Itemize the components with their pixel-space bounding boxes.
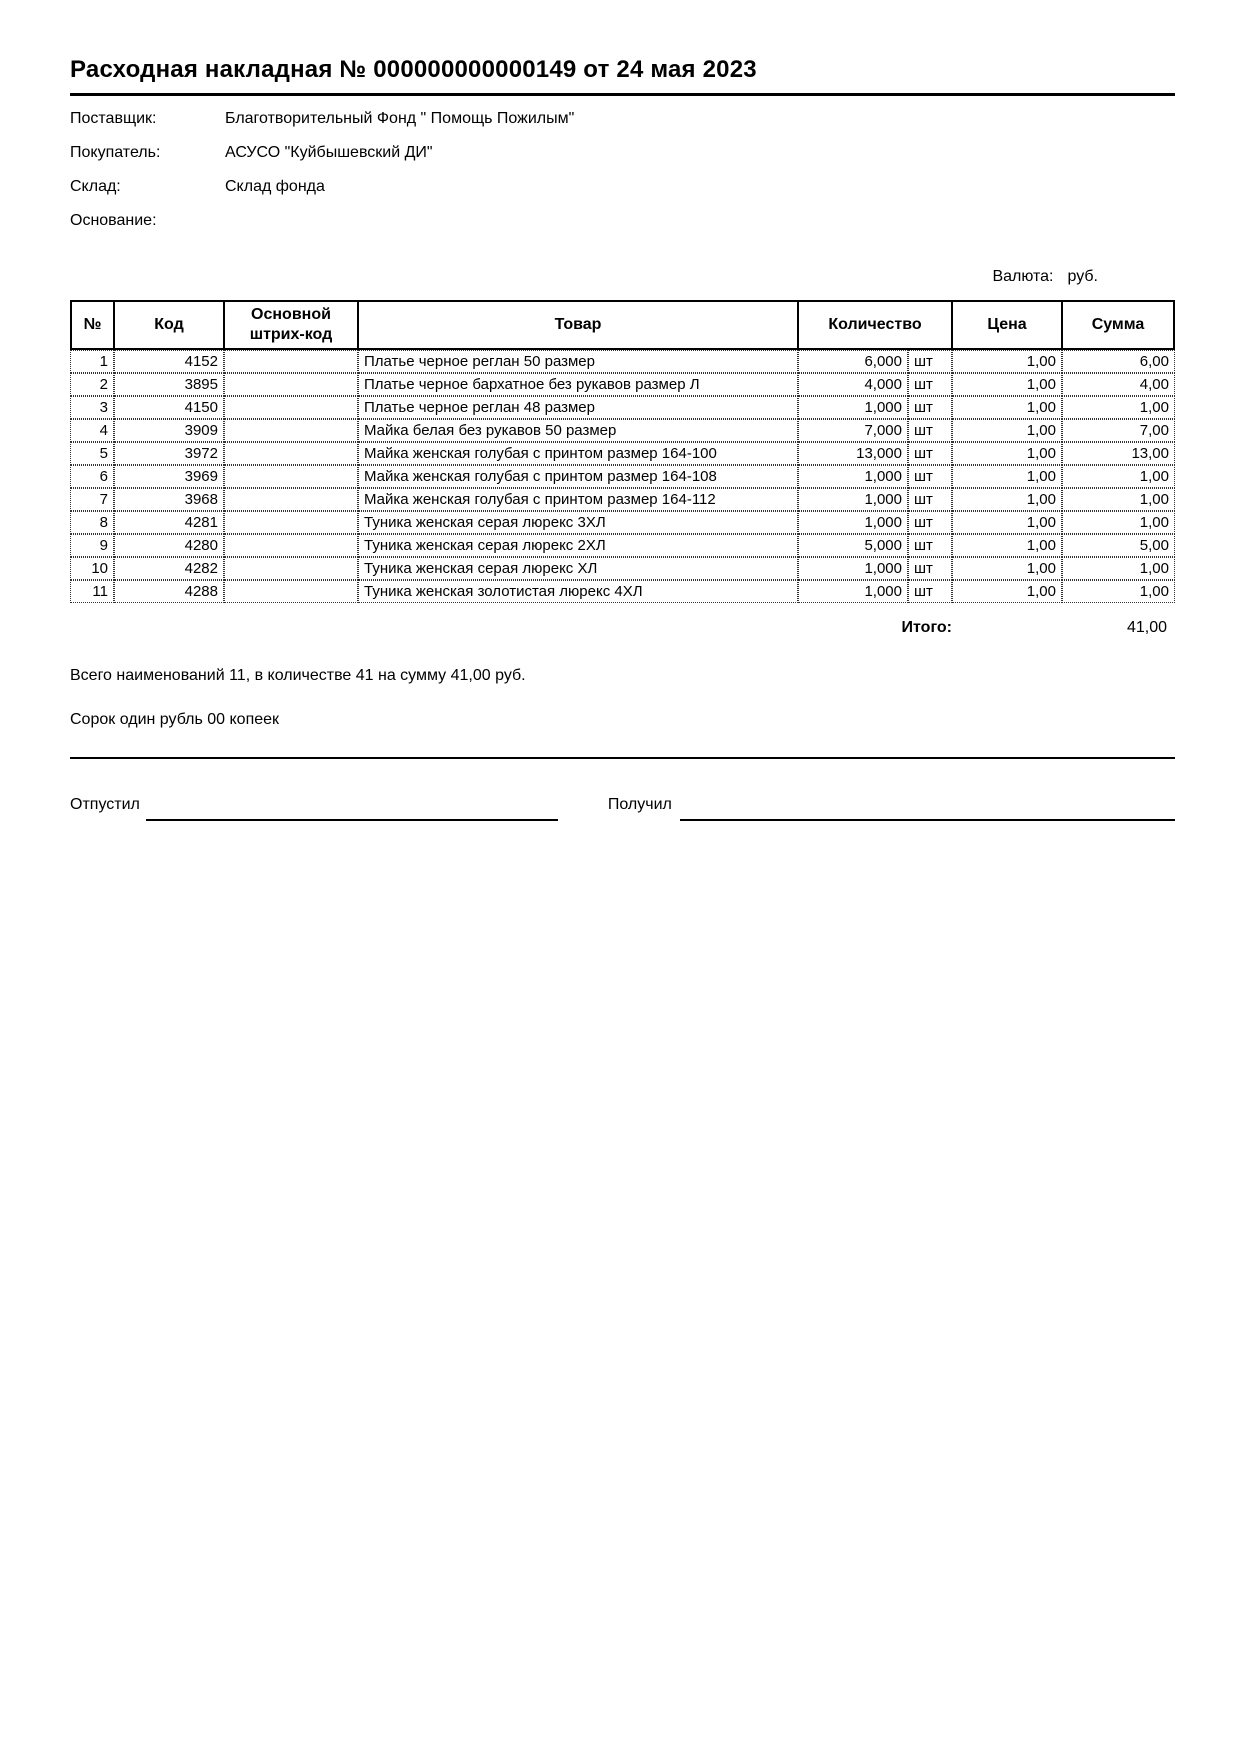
row-number-cell: 3: [70, 396, 114, 419]
product-cell: Платье черное реглан 50 размер: [358, 350, 798, 373]
table-row: [70, 442, 1175, 465]
table-row: [70, 373, 1175, 396]
sum-cell: 1,00: [1062, 557, 1175, 580]
table-row: [70, 488, 1175, 511]
barcode-cell: [224, 419, 358, 442]
price-cell: 1,00: [952, 534, 1062, 557]
sum-cell: 1,00: [1062, 511, 1175, 534]
price-cell: 1,00: [952, 442, 1062, 465]
barcode-cell: [224, 350, 358, 373]
barcode-cell: [224, 557, 358, 580]
price-cell: 1,00: [952, 488, 1062, 511]
code-cell: 4280: [114, 534, 224, 557]
warehouse-value: Склад фонда: [225, 178, 325, 195]
product-cell: Майка женская голубая с принтом размер 164-108: [358, 465, 798, 488]
quantity-cell: 1,000: [798, 557, 908, 580]
price-cell: 1,00: [952, 557, 1062, 580]
supplier-label: Поставщик:: [70, 110, 157, 127]
currency-line: [70, 268, 1175, 286]
currency-label: Валюта:: [992, 268, 1054, 285]
col-header-price: Цена: [952, 300, 1062, 350]
total-value: 41,00: [1126, 619, 1167, 636]
code-cell: 4281: [114, 511, 224, 534]
sum-cell: 4,00: [1062, 373, 1175, 396]
code-cell: 4152: [114, 350, 224, 373]
row-number-cell: 11: [70, 580, 114, 603]
quantity-cell: 6,000: [798, 350, 908, 373]
unit-cell: шт: [908, 396, 952, 419]
signatures-block: [70, 795, 1175, 821]
row-number-cell: 7: [70, 488, 114, 511]
barcode-cell: [224, 534, 358, 557]
product-cell: Туника женская серая люрекс ХЛ: [358, 557, 798, 580]
price-cell: 1,00: [952, 465, 1062, 488]
col-header-quantity: Количество: [798, 300, 952, 350]
released-by-signature-line: [146, 795, 558, 821]
items-table: [70, 300, 1175, 603]
quantity-cell: 5,000: [798, 534, 908, 557]
code-cell: 3972: [114, 442, 224, 465]
unit-cell: шт: [908, 442, 952, 465]
col-header-num: №: [70, 300, 114, 350]
quantity-cell: 1,000: [798, 465, 908, 488]
barcode-cell: [224, 373, 358, 396]
sum-cell: 6,00: [1062, 350, 1175, 373]
bottom-divider: [70, 757, 1175, 759]
quantity-cell: 1,000: [798, 511, 908, 534]
price-cell: 1,00: [952, 350, 1062, 373]
currency-value: руб.: [1067, 268, 1098, 285]
warehouse-row: [70, 178, 1175, 212]
row-number-cell: 1: [70, 350, 114, 373]
released-by-label: Отпустил: [70, 796, 140, 813]
table-row: [70, 557, 1175, 580]
buyer-row: [70, 144, 1175, 178]
page-title: Расходная накладная № 000000000000149 от 24 мая 2023: [70, 56, 757, 83]
amount-in-words: Сорок один рубль 00 копеек: [70, 711, 280, 728]
row-number-cell: 8: [70, 511, 114, 534]
row-number-cell: 9: [70, 534, 114, 557]
sum-cell: 5,00: [1062, 534, 1175, 557]
sum-cell: 1,00: [1062, 396, 1175, 419]
code-cell: 3968: [114, 488, 224, 511]
items-tbody: [70, 350, 1175, 603]
product-cell: Туника женская серая люрекс 2ХЛ: [358, 534, 798, 557]
unit-cell: шт: [908, 373, 952, 396]
sum-cell: 1,00: [1062, 488, 1175, 511]
unit-cell: шт: [908, 580, 952, 603]
supplier-row: [70, 110, 1175, 144]
sum-cell: 7,00: [1062, 419, 1175, 442]
row-number-cell: 10: [70, 557, 114, 580]
unit-cell: шт: [908, 557, 952, 580]
price-cell: 1,00: [952, 396, 1062, 419]
code-cell: 4282: [114, 557, 224, 580]
table-row: [70, 465, 1175, 488]
table-row: [70, 396, 1175, 419]
product-cell: Майка женская голубая с принтом размер 164-112: [358, 488, 798, 511]
product-cell: Майка белая без рукавов 50 размер: [358, 419, 798, 442]
unit-cell: шт: [908, 511, 952, 534]
unit-cell: шт: [908, 465, 952, 488]
barcode-cell: [224, 511, 358, 534]
code-cell: 3909: [114, 419, 224, 442]
product-cell: Туника женская серая люрекс 3ХЛ: [358, 511, 798, 534]
header-fields: [70, 110, 1175, 246]
price-cell: 1,00: [952, 373, 1062, 396]
code-cell: 3969: [114, 465, 224, 488]
quantity-cell: 13,000: [798, 442, 908, 465]
buyer-value: АСУСО "Куйбышевский ДИ": [225, 144, 433, 161]
barcode-cell: [224, 396, 358, 419]
basis-label: Основание:: [70, 212, 157, 229]
received-by-label: Получил: [607, 796, 672, 813]
col-header-product: Товар: [358, 300, 798, 350]
quantity-cell: 1,000: [798, 580, 908, 603]
barcode-cell: [224, 488, 358, 511]
unit-cell: шт: [908, 534, 952, 557]
quantity-cell: 1,000: [798, 488, 908, 511]
table-row: [70, 580, 1175, 603]
title-divider: [70, 93, 1175, 96]
total-label: Итого:: [901, 619, 952, 636]
code-cell: 4288: [114, 580, 224, 603]
basis-row: [70, 212, 1175, 246]
col-header-code: Код: [114, 300, 224, 350]
warehouse-label: Склад:: [70, 178, 121, 195]
barcode-cell: [224, 580, 358, 603]
row-number-cell: 5: [70, 442, 114, 465]
supplier-value: Благотворительный Фонд " Помощь Пожилым": [225, 110, 575, 127]
quantity-cell: 1,000: [798, 396, 908, 419]
received-by-signature-line: [680, 795, 1175, 821]
buyer-label: Покупатель:: [70, 144, 161, 161]
product-cell: Туника женская золотистая люрекс 4ХЛ: [358, 580, 798, 603]
items-table-header: [70, 300, 1175, 350]
sum-cell: 1,00: [1062, 465, 1175, 488]
barcode-cell: [224, 442, 358, 465]
row-number-cell: 6: [70, 465, 114, 488]
unit-cell: шт: [908, 350, 952, 373]
sum-cell: 1,00: [1062, 580, 1175, 603]
unit-cell: шт: [908, 488, 952, 511]
code-cell: 3895: [114, 373, 224, 396]
table-row: [70, 350, 1175, 373]
col-header-sum: Сумма: [1062, 300, 1175, 350]
quantity-cell: 7,000: [798, 419, 908, 442]
product-cell: Майка женская голубая с принтом размер 164-100: [358, 442, 798, 465]
unit-cell: шт: [908, 419, 952, 442]
barcode-cell: [224, 465, 358, 488]
row-number-cell: 2: [70, 373, 114, 396]
price-cell: 1,00: [952, 580, 1062, 603]
sum-cell: 13,00: [1062, 442, 1175, 465]
quantity-cell: 4,000: [798, 373, 908, 396]
product-cell: Платье черное бархатное без рукавов размер Л: [358, 373, 798, 396]
table-row: [70, 511, 1175, 534]
summary-totals-line: Всего наименований 11, в количестве 41 на сумму 41,00 руб.: [70, 667, 526, 684]
price-cell: 1,00: [952, 419, 1062, 442]
code-cell: 4150: [114, 396, 224, 419]
totals-row: [70, 619, 1175, 637]
product-cell: Платье черное реглан 48 размер: [358, 396, 798, 419]
row-number-cell: 4: [70, 419, 114, 442]
price-cell: 1,00: [952, 511, 1062, 534]
table-row: [70, 419, 1175, 442]
col-header-barcode: Основной штрих-код: [224, 300, 358, 350]
table-row: [70, 534, 1175, 557]
